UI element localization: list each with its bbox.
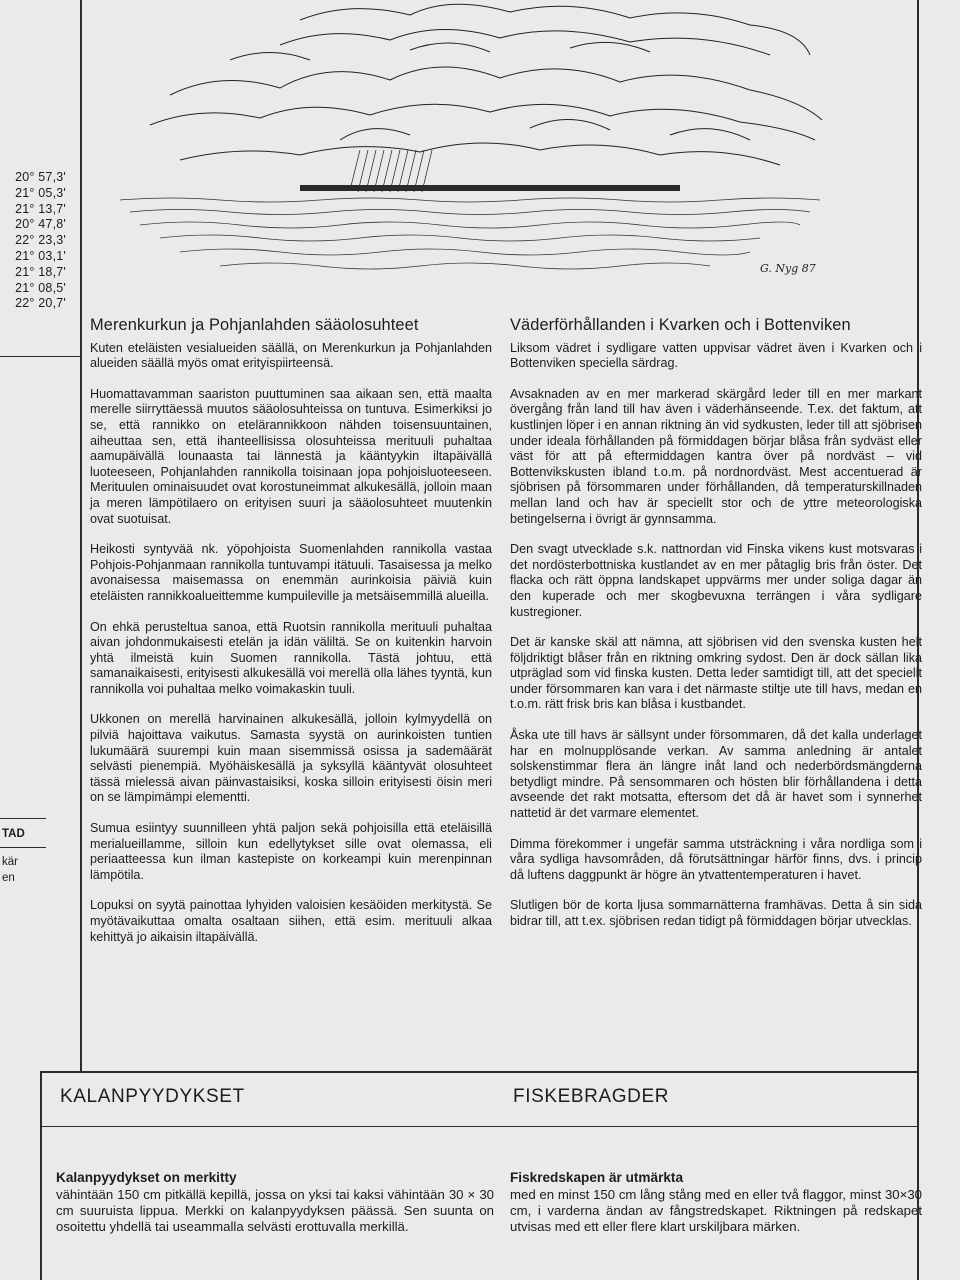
fishing-gear-finnish-text: vähintään 150 cm pitkällä kepillä, jossa on yksi tai kaksi vähintään 30 × 30 cm suuruista lippua. Merkki on kalanpyydyksen päässä. Sen suunta on osoitettu yhdellä tai useammalla selvästi erottuvalla merkillä. <box>56 1187 494 1234</box>
horizon-band <box>300 185 680 191</box>
swedish-weather-column <box>510 318 922 945</box>
side-table-header: TAD <box>2 828 25 840</box>
side-table-fragment <box>0 818 46 886</box>
swedish-paragraph: Åska ute till havs är sällsynt under försommaren, då det kalla underlaget har en molnupplösande verkan. Av samma anledning är antalet solskenstimmar flera än längre inåt land och nederbördsmängderna betydligt mindre. På sensommaren och hösten blir förhållandena i detta avseende det rakt motsatta, eftersom det då är havet som i synnerhet nattetid är det varmare elementet. <box>510 728 922 821</box>
finnish-paragraph: Sumua esiintyy suunnilleen yhtä paljon sekä pohjoisilla että eteläisillä merialueillamme, silloin kun edellytykset sille ovat olemassa, eli periaatteessa kun ilman kastepiste on korkeampi kuin merenpinnan lämpötila. <box>90 821 492 882</box>
side-table-cell: kär <box>2 856 18 868</box>
side-table-cell: en <box>2 872 15 884</box>
fishing-gear-finnish <box>56 1170 494 1235</box>
swedish-paragraph: Dimma förekommer i ungefär samma utsträckning i våra nordliga som i våra sydliga havsområden, då förutsättningar härför finns, dvs. i princip då luftens daggpunkt är högre än ytvattentemperaturen i havet. <box>510 836 922 882</box>
coordinate-item: 21° 05,3' <box>15 185 66 200</box>
section-title-fiskebragder: FISKEBRAGDER <box>513 1086 670 1107</box>
swedish-paragraph: Slutligen bör de korta ljusa sommarnätterna framhävas. Detta å sin sida bidrar till, att t.ex. sjöbrisen redan tidigt på förmiddagen börjar utvecklas. <box>510 898 922 928</box>
coordinate-item: 21° 03,1' <box>15 248 66 263</box>
section-top-rule <box>40 1071 918 1073</box>
finnish-paragraph: Lopuksi on syytä painottaa lyhyiden valoisien kesäöiden merkitystä. Se myötävaikuttaa omalta osaltaan siihen, että esim. merituuli alkaa kehittyä jo aikaisin iltapäivällä. <box>90 898 492 944</box>
cloud-strokes <box>150 4 822 165</box>
swedish-title: Väderförhållanden i Kvarken och i Bottenviken <box>510 316 851 334</box>
finnish-paragraph: Kuten eteläisten vesialueiden säällä, on Merenkurkun ja Pohjanlahden alueiden säällä myös omat erityispiirteensä. <box>90 340 492 371</box>
fishing-gear-swedish-subhead: Fiskredskapen är utmärkta <box>510 1170 684 1185</box>
swedish-paragraph: Avsaknaden av en mer markerad skärgård leder till en mer markant övergång från land till hav även i väderhänseende. T.ex. det faktum, att kustlinjen löper i en annan riktning än vid sydkusten, leder till att sjöbrisen under ideala förhållanden på förmiddagen börjar blåsa från sydväst eller väst för att på eftermiddagen kantra över på nordväst – vid Bottenvikskusten ibland t.o.m. på nordnordväst. Mest accentuerad är sjöbrisen på försommaren under förhållanden, då temperaturskillnaden mellan land och hav är speciellt stor och de yttre meteorologiska betingelserna i övrigt är gynnsamma. <box>510 386 922 526</box>
seascape-illustration <box>110 0 830 295</box>
finnish-paragraph: Ukkonen on merellä harvinainen alkukesällä, jolloin kylmyydellä on pilviä hajoittava vaikutus. Samasta syystä on aurinkoisten tuntien lukumäärä suurempi kuin maan sisemmissä osissa ja sademäärät selvästi pienempiä. Myöhäiskesällä ja syksyllä kääntyvät olosuhteet tässä mielessä aivan päinvastaisiksi, koska silloin erityisesti öisin meri on se lämpimämpi elementti. <box>90 712 492 805</box>
section-header-rule <box>40 1126 918 1127</box>
fishing-gear-finnish-subhead: Kalanpyydykset on merkitty <box>56 1170 237 1185</box>
section-left-rule <box>40 1071 42 1280</box>
coordinate-item: 22° 23,3' <box>15 233 66 248</box>
swedish-paragraph: Det är kanske skäl att nämna, att sjöbrisen vid den svenska kusten helt följdriktigt blåser från en riktning omkring sydost. Den är dock sällan lika utpräglad som vid finska kusten. Detta leder samtidigt till, att det speciellt under försommaren kan vara i det närmaste stiltje ute till havs, medan en t.o.m. rätt frisk bris kan blåsa i kustbandet. <box>510 635 922 712</box>
left-column-rule <box>80 0 82 1072</box>
finnish-title: Merenkurkun ja Pohjanlahden sääolosuhteet <box>90 316 419 334</box>
coordinate-item: 22° 20,7' <box>15 296 66 311</box>
illustration-signature: G. Nyg 87 <box>760 262 816 275</box>
coordinate-item: 20° 57,3' <box>15 170 66 184</box>
coordinate-item: 21° 13,7' <box>15 201 66 216</box>
coords-bottom-rule <box>0 356 80 357</box>
swedish-paragraph: Den svagt utvecklade s.k. nattnordan vid Finska vikens kust motsvaras i det nordösterbottniska kustlandet av en mer påtaglig bris från öster. Det flacka och rätt öppna landskapet uppvärms mer under soliga dagar än den kuperade och mer skogbevuxna terrängen i våra sydligare kustregioner. <box>510 542 922 619</box>
coordinate-item: 20° 47,8' <box>15 217 66 232</box>
finnish-paragraph: On ehkä perusteltua sanoa, että Ruotsin rannikolla merituuli puhaltaa aivan johdonmukaisesti etelän ja idän väliltä. Se on kuitenkin harvoin yhtä ilmeistä kuin Suomen rannikolla. Tästä johtuu, että samanaikaisesti, erityisesti alkukesällä voi merellä olla lähes tyyntä, kun rannikolla voi puhaltaa melko voimakaskin tuuli. <box>90 619 492 696</box>
finnish-paragraph: Huomattavamman saariston puuttuminen saa aikaan sen, että maalta merelle siirryttäessä muutos sääolosuhteissa on tuntuva. Esimerkiksi jo se, että rannikko on etelärannikkoon nähden toisensuuntainen, aiheuttaa sen, että ihanteellisissa olosuhteissa merituuli puhaltaa aamupäivällä lounaasta tai lännestä ja kääntyykin iltapäivällä luoteeseen, Pohjanlahden rannikolla toisinaan jopa pohjoisluoteeseen. Merituulen ominaisuudet ovat korostuneimmat alkukesällä, jolloin maan ja meren lämpötilaero on erityisen suuri ja sääolosuhteet muutenkin ovat suotuisat. <box>90 386 492 526</box>
finnish-paragraph: Heikosti syntyvää nk. yöpohjoista Suomenlahden rannikolla vastaa Pohjois-Pohjanmaan rannikolla tuntuvampi itätuuli. Tasaisessa ja melko avonaisessa maisemassa on enemmän aurinkoisia päiviä kuin eteläisten rannikkoalueittemme kumpuileville ja metsäisemmillä alueilla. <box>90 542 492 603</box>
wave-lines <box>120 198 820 269</box>
fishing-gear-swedish-text: med en minst 150 cm lång stång med en eller två flaggor, minst 30×30 cm, i varderna ändan av fångstredskapet. Riktningen på redskapet utvisas med ett eller flere klart urskiljbara märken. <box>510 1187 922 1234</box>
coordinate-item: 21° 08,5' <box>15 280 66 295</box>
section-title-kalanpyydykset: KALANPYYDYKSET <box>60 1086 245 1107</box>
swedish-paragraph: Liksom vädret i sydligare vatten uppvisar vädret även i Kvarken och i Bottenviken speciella särdrag. <box>510 340 922 371</box>
fishing-gear-swedish <box>510 1170 922 1235</box>
coordinate-list <box>0 170 66 312</box>
coordinate-item: 21° 18,7' <box>15 264 66 279</box>
finnish-weather-column <box>90 318 492 960</box>
